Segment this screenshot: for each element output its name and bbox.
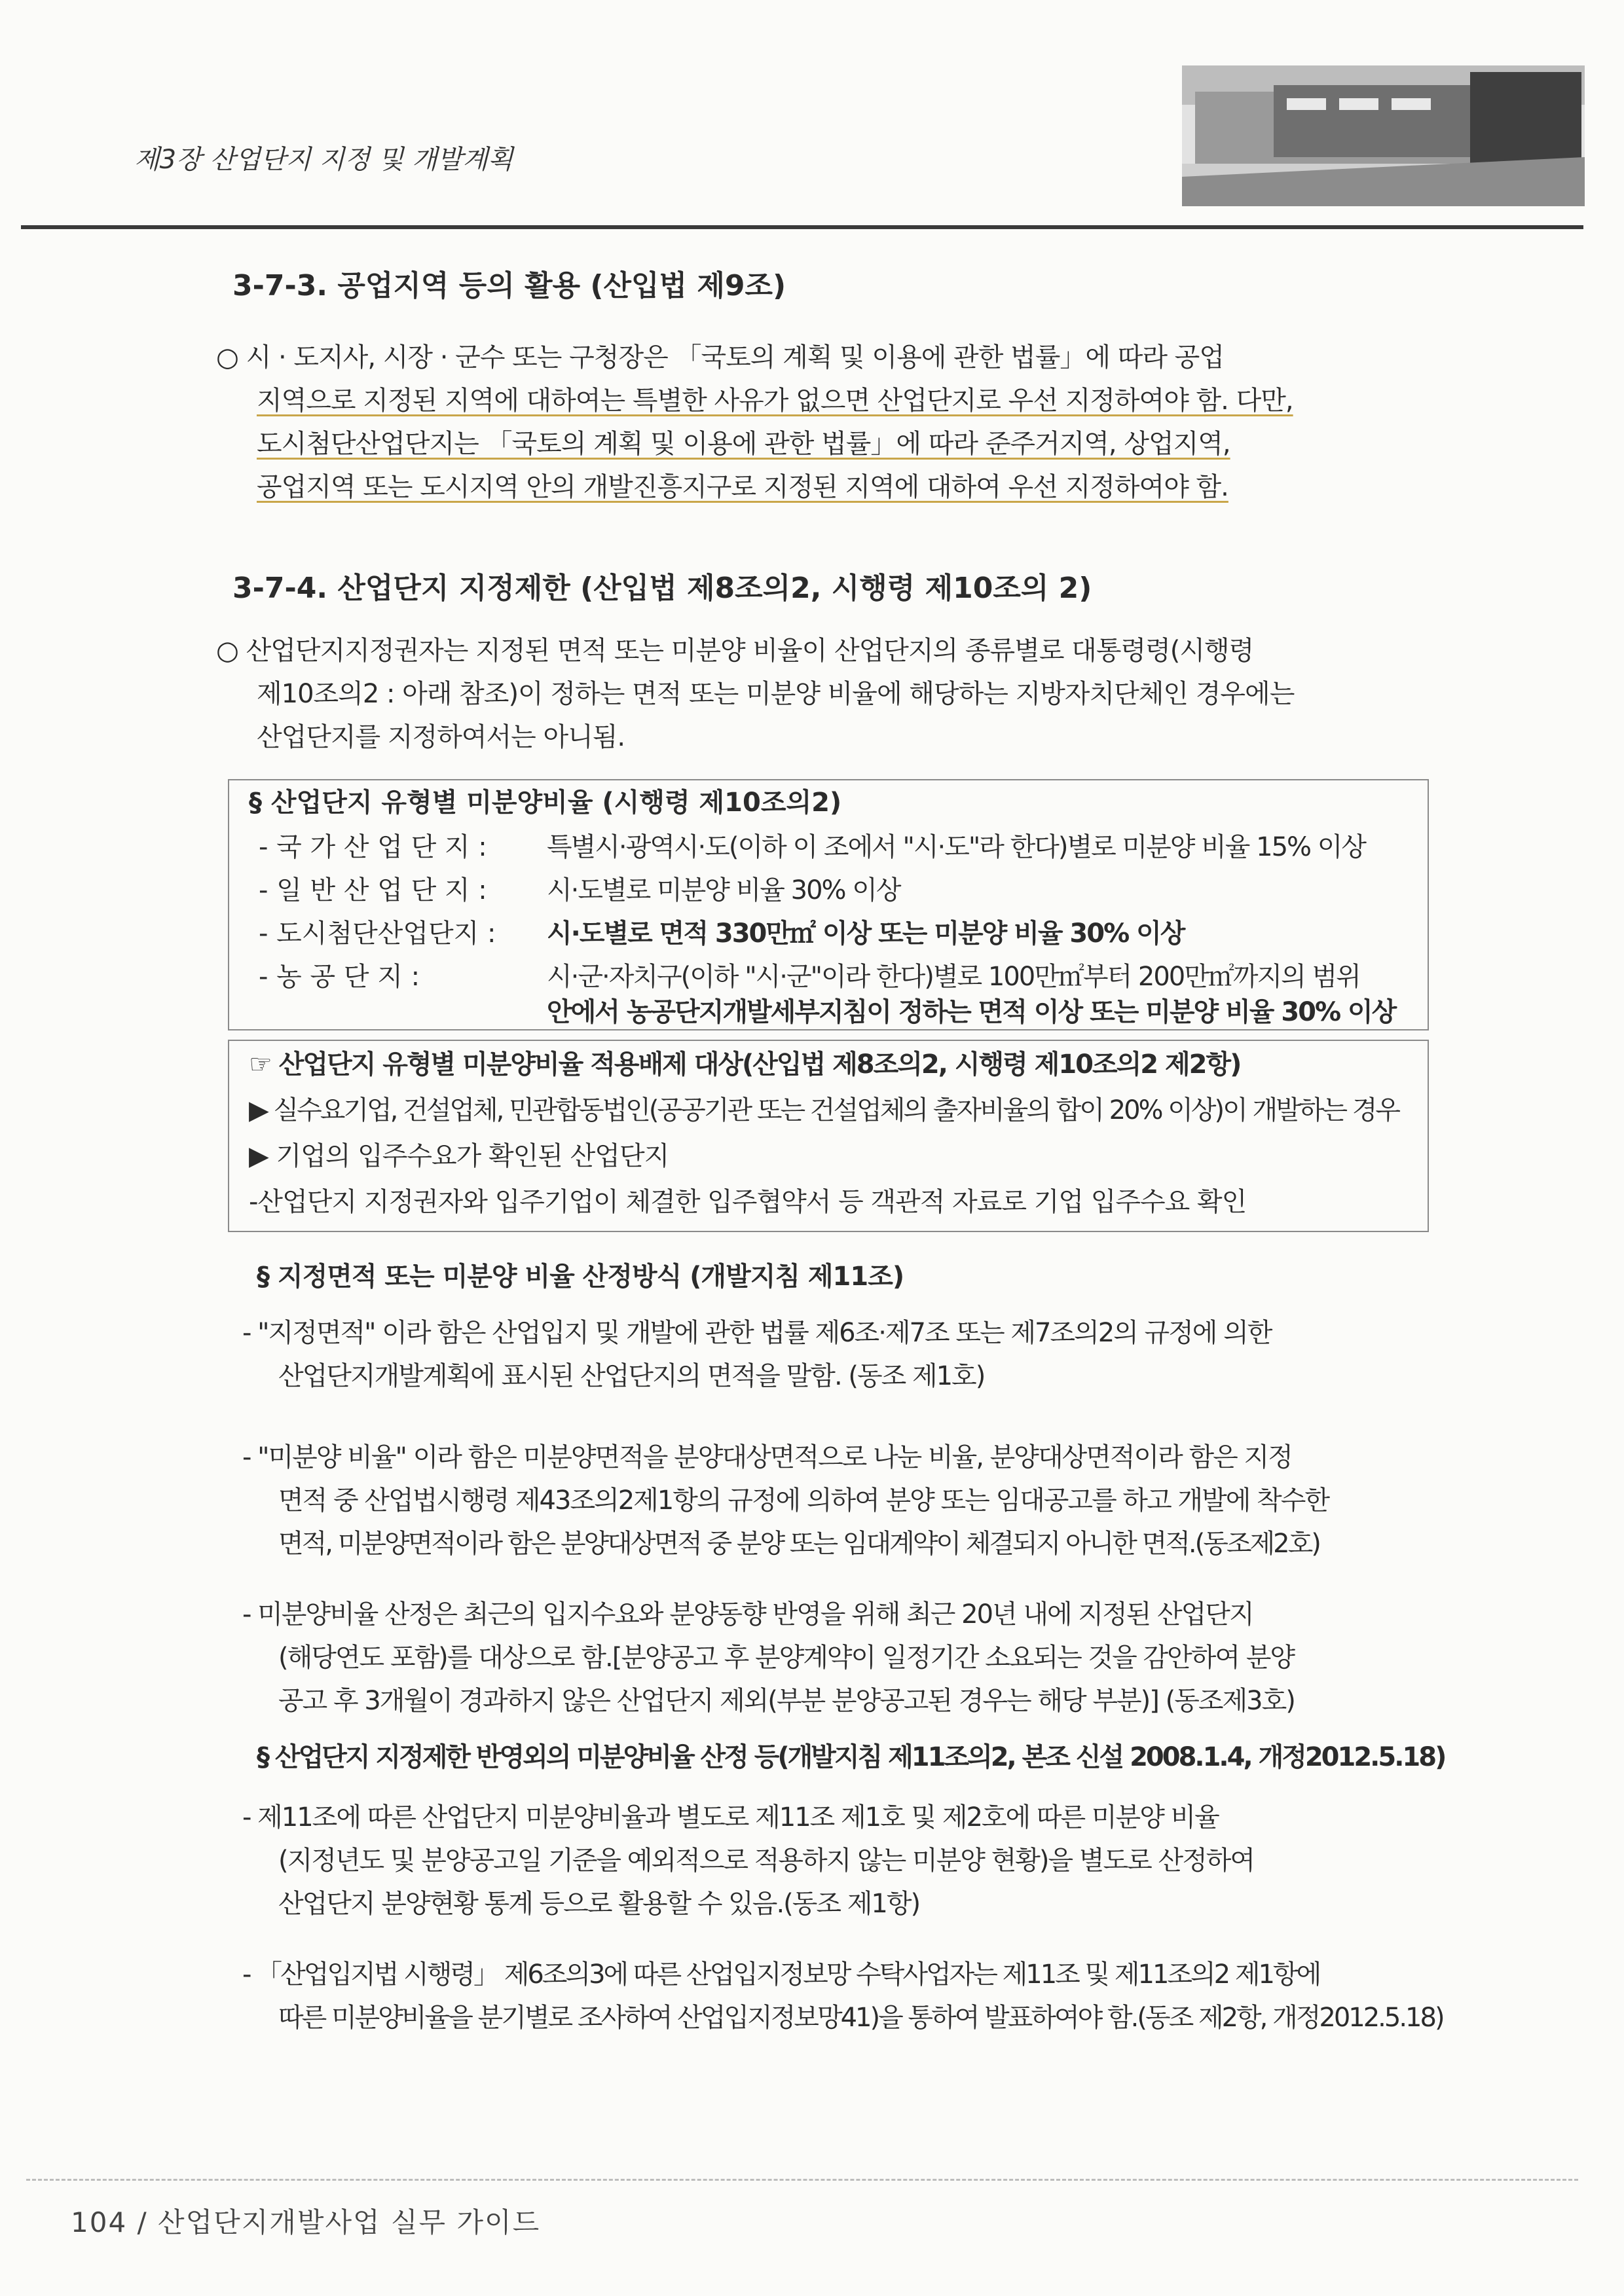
box1-title: § 산업단지 유형별 미분양비율 (시행령 제10조의2) [249, 788, 842, 818]
sec2-line-2: 제10조의2 : 아래 참조)이 정하는 면적 또는 미분양 비율에 해당하는 지방자치단체인 경우에는 [257, 679, 1295, 709]
box1-row1-text: 특별시·광역시·도(이하 이 조에서 "시·도"라 한다)별로 미분양 비율 15% 이상 [547, 832, 1366, 862]
header-photo [1182, 65, 1585, 206]
sec1-line-4: 공업지역 또는 도시지역 안의 개발진흥지구로 지정된 지역에 대하여 우선 지정하여야 함. [257, 472, 1228, 502]
box2-item-1: ▶ 실수요기업, 건설업체, 민관합동법인(공공기관 또는 건설업체의 출자비율의 합이 20% 이상)이 개발하는 경우 [249, 1095, 1399, 1125]
sec2-line-1: ○ 산업단지지정권자는 지정된 면적 또는 미분양 비율이 산업단지의 종류별로 대통령령(시행령 [216, 636, 1254, 666]
sec4-a-line-3: 산업단지 분양현황 통계 등으로 활용할 수 있음.(동조 제1항) [278, 1889, 920, 1919]
sec3-b-line-1: - "미분양 비율" 이라 함은 미분양면적을 분양대상면적으로 나눈 비율, 분양대상면적이라 함은 지정 [242, 1442, 1292, 1472]
sec2-line-3: 산업단지를 지정하여서는 아니됨. [257, 722, 625, 752]
box1-row2-label: - 일 반 산 업 단 지 : [259, 875, 487, 905]
sec1-line-1: ○ 시 · 도지사, 시장 · 군수 또는 구청장은 「국토의 계획 및 이용에 관한 법률」에 따라 공업 [216, 342, 1224, 373]
section-heading-3-7-4: 3-7-4. 산업단지 지정제한 (산입법 제8조의2, 시행령 제10조의 2) [232, 572, 1092, 605]
sec3-c-line-3: 공고 후 3개월이 경과하지 않은 산업단지 제외(부분 분양공고된 경우는 해당 부분)] (동조제3호) [278, 1686, 1295, 1716]
sec3-heading: § 지정면적 또는 미분양 비율 산정방식 (개발지침 제11조) [257, 1262, 904, 1292]
sec4-a-line-2: (지정년도 및 분양공고일 기준을 예외적으로 적용하지 않는 미분양 현황)을 별도로 산정하여 [278, 1846, 1255, 1876]
sec1-line-3: 도시첨단산업단지는 「국토의 계획 및 이용에 관한 법률」에 따라 준주거지역, 상업지역, [257, 429, 1230, 459]
footer-divider [26, 2179, 1578, 2181]
footer-page-number: 104 / 산업단지개발사업 실무 가이드 [71, 2206, 541, 2238]
sec3-a-line-1: - "지정면적" 이라 함은 산업입지 및 개발에 관한 법률 제6조·제7조 또는 제7조의2의 규정에 의한 [242, 1318, 1272, 1348]
box1-row1-label: - 국 가 산 업 단 지 : [259, 832, 487, 862]
box2-item-2: ▶ 기업의 입주수요가 확인된 산업단지 [249, 1141, 669, 1171]
header-rule [21, 225, 1583, 229]
box1-row4-text: 시·군·자치구(이하 "시·군"이라 한다)별로 100만㎡부터 200만㎡까지의 범위 [547, 962, 1360, 992]
sec4-heading: § 산업단지 지정제한 반영외의 미분양비율 산정 등(개발지침 제11조의2, 본조 신설 2008.1.4, 개정2012.5.18) [257, 1742, 1445, 1772]
industrial-building-image [1182, 65, 1585, 206]
sec1-line-2: 지역으로 지정된 지역에 대하여는 특별한 사유가 없으면 산업단지로 우선 지정하여야 함. 다만, [257, 386, 1293, 416]
box1-row4-text-2: 안에서 농공단지개발세부지침이 정하는 면적 이상 또는 미분양 비율 30% 이상 [547, 997, 1396, 1027]
sec3-b-line-3: 면적, 미분양면적이라 함은 분양대상면적 중 분양 또는 임대계약이 체결되지 아니한 면적.(동조제2호) [278, 1529, 1320, 1559]
sec3-c-line-2: (해당연도 포함)를 대상으로 함.[분양공고 후 분양계약이 일정기간 소요되는 것을 감안하여 분양 [278, 1643, 1294, 1673]
sec4-b-line-2: 따른 미분양비율을 분기별로 조사하여 산업입지정보망41)을 통하여 발표하여야 함.(동조 제2항, 개정2012.5.18) [278, 2003, 1443, 2033]
box1-row3-text: 시·도별로 면적 330만㎡ 이상 또는 미분양 비율 30% 이상 [547, 919, 1185, 949]
box1-row3-label: - 도시첨단산업단지 : [259, 919, 496, 949]
sec3-b-line-2: 면적 중 산업법시행령 제43조의2제1항의 규정에 의하여 분양 또는 임대공고를 하고 개발에 착수한 [278, 1485, 1329, 1516]
sec3-c-line-1: - 미분양비율 산정은 최근의 입지수요와 분양동향 반영을 위해 최근 20년 내에 지정된 산업단지 [242, 1599, 1253, 1630]
sec3-a-line-2: 산업단지개발계획에 표시된 산업단지의 면적을 말함. (동조 제1호) [278, 1361, 985, 1391]
box1-row4-label: - 농 공 단 지 : [259, 962, 420, 992]
chapter-title: 제3장 산업단지 지정 및 개발계획 [134, 145, 513, 175]
box1-row2-text: 시·도별로 미분양 비율 30% 이상 [547, 875, 900, 905]
section-heading-3-7-3: 3-7-3. 공업지역 등의 활용 (산입법 제9조) [232, 269, 786, 302]
box2-title: ☞ 산업단지 유형별 미분양비율 적용배제 대상(산입법 제8조의2, 시행령 제10조의2 제2항) [249, 1049, 1241, 1080]
box2-item-3: -산업단지 지정권자와 입주기업이 체결한 입주협약서 등 객관적 자료로 기업 입주수요 확인 [249, 1187, 1247, 1217]
sec4-b-line-1: - 「산업입지법 시행령」 제6조의3에 따른 산업입지정보망 수탁사업자는 제11조 및 제11조의2 제1항에 [242, 1959, 1320, 1990]
sec4-a-line-1: - 제11조에 따른 산업단지 미분양비율과 별도로 제11조 제1호 및 제2호에 따른 미분양 비율 [242, 1802, 1219, 1832]
